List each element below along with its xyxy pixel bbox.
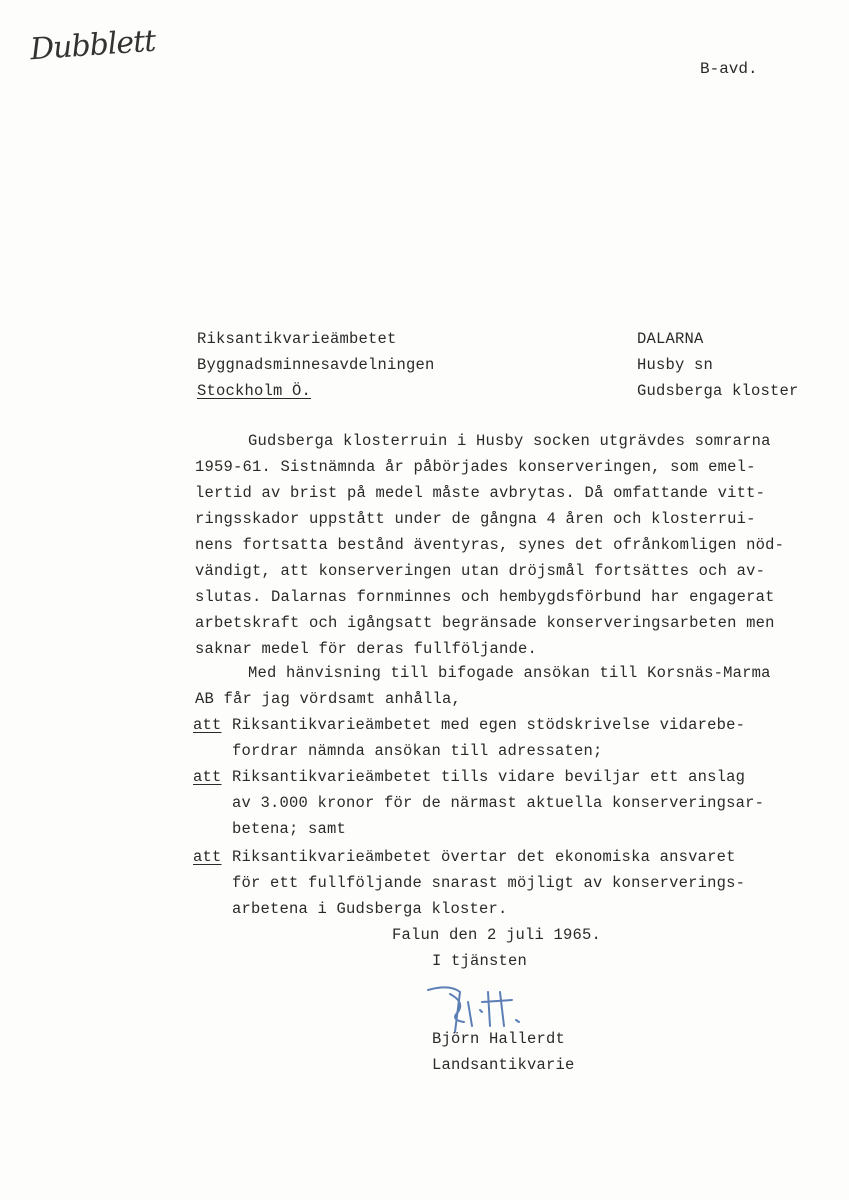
- item-line: arbetena i Gudsberga kloster.: [232, 900, 508, 918]
- att-label: att: [193, 716, 222, 734]
- signer-name: Björn Hallerdt: [432, 1030, 566, 1048]
- item-line: betena; samt: [232, 820, 347, 838]
- signer-title: Landsantikvarie: [432, 1056, 575, 1074]
- body-line: ringsskador uppstått under de gångna 4 åren och klosterrui-: [195, 510, 756, 528]
- item-line: fordrar nämnda ansökan till adressaten;: [232, 742, 603, 760]
- body-line: 1959-61. Sistnämnda år påbörjades konserveringen, som emel-: [195, 458, 756, 476]
- body-line: Gudsberga klosterruin i Husby socken utgrävdes somrarna: [248, 432, 771, 450]
- location-line-1: DALARNA: [637, 330, 704, 348]
- recipient-line-3: Stockholm Ö.: [197, 382, 312, 400]
- body-line: Med hänvisning till bifogade ansökan till Korsnäs-Marma: [248, 664, 771, 682]
- body-line: arbetskraft och igångsatt begränsade konserveringsarbeten men: [195, 614, 775, 632]
- item-line: Riksantikvarieämbetet övertar det ekonomiska ansvaret: [232, 848, 736, 866]
- item-line: Riksantikvarieämbetet tills vidare beviljar ett anslag: [232, 768, 746, 786]
- body-line: saknar medel för deras fullföljande.: [195, 640, 538, 658]
- date-line: Falun den 2 juli 1965.: [392, 926, 602, 944]
- handwritten-note: Dubblett: [28, 23, 157, 68]
- body-line: AB får jag vördsamt anhålla,: [195, 690, 462, 708]
- location-line-3: Gudsberga kloster: [637, 382, 799, 400]
- service-line: I tjänsten: [432, 952, 528, 970]
- body-line: vändigt, att konserveringen utan dröjsmål fortsättes och av-: [195, 562, 766, 580]
- department-label: B-avd.: [700, 60, 758, 78]
- att-label: att: [193, 768, 222, 786]
- recipient-line-2: Byggnadsminnesavdelningen: [197, 356, 435, 374]
- att-label: att: [193, 848, 222, 866]
- body-line: lertid av brist på medel måste avbrytas. Då omfattande vitt-: [195, 484, 766, 502]
- item-line: av 3.000 kronor för de närmast aktuella konserveringsar-: [232, 794, 765, 812]
- body-line: nens fortsatta bestånd äventyras, synes det ofrånkomligen nöd-: [195, 536, 785, 554]
- recipient-line-1: Riksantikvarieämbetet: [197, 330, 397, 348]
- item-line: Riksantikvarieämbetet med egen stödskrivelse vidarebe-: [232, 716, 746, 734]
- location-line-2: Husby sn: [637, 356, 714, 374]
- item-line: för ett fullföljande snarast möjligt av konserverings-: [232, 874, 746, 892]
- body-line: slutas. Dalarnas fornminnes och hembygdsförbund har engagerat: [195, 588, 775, 606]
